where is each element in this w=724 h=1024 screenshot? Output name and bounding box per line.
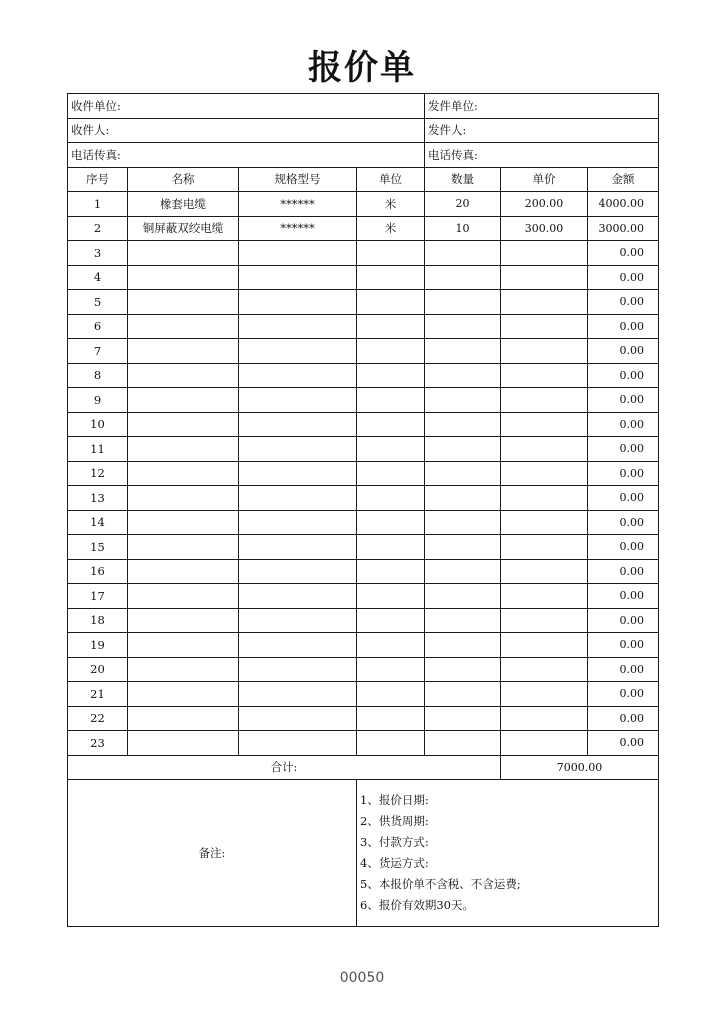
table-row [68, 559, 659, 584]
cell-price[interactable]: 200.00 [501, 192, 588, 217]
table-row [68, 388, 659, 413]
cell-name[interactable] [128, 314, 239, 339]
sender-field[interactable]: 发件人: [425, 118, 659, 143]
cell-price[interactable] [501, 510, 588, 535]
sender-unit-field[interactable]: 发件单位: [425, 94, 659, 119]
cell-no[interactable]: 11 [68, 437, 128, 462]
cell-price[interactable] [501, 682, 588, 707]
cell-amount[interactable]: 0.00 [588, 706, 659, 731]
note-line: 1、报价日期: [360, 793, 429, 807]
cell-qty[interactable] [425, 731, 501, 756]
cell-qty[interactable] [425, 608, 501, 633]
cell-price[interactable] [501, 290, 588, 315]
cell-amount[interactable]: 0.00 [588, 461, 659, 486]
cell-no[interactable]: 15 [68, 535, 128, 560]
cell-unit[interactable] [357, 241, 425, 266]
cell-spec[interactable] [239, 486, 357, 511]
cell-price[interactable] [501, 363, 588, 388]
cell-name[interactable]: 铜屏蔽双绞电缆 [128, 216, 239, 241]
cell-spec[interactable] [239, 241, 357, 266]
cell-unit[interactable] [357, 682, 425, 707]
cell-qty[interactable] [425, 510, 501, 535]
cell-price[interactable] [501, 657, 588, 682]
table-row [68, 584, 659, 609]
cell-name[interactable] [128, 388, 239, 413]
cell-no[interactable]: 19 [68, 633, 128, 658]
cell-qty[interactable] [425, 559, 501, 584]
total-row [68, 755, 659, 780]
cell-amount[interactable]: 0.00 [588, 363, 659, 388]
cell-name[interactable] [128, 633, 239, 658]
cell-unit[interactable] [357, 486, 425, 511]
note-line: 4、货运方式: [360, 856, 429, 870]
cell-price[interactable] [501, 388, 588, 413]
info-row-person [68, 118, 659, 143]
cell-spec[interactable] [239, 535, 357, 560]
cell-no[interactable]: 1 [68, 192, 128, 217]
cell-qty[interactable] [425, 388, 501, 413]
cell-qty[interactable] [425, 290, 501, 315]
table-row [68, 486, 659, 511]
table-row [68, 192, 659, 217]
cell-unit[interactable] [357, 461, 425, 486]
cell-unit[interactable]: 米 [357, 216, 425, 241]
cell-spec[interactable] [239, 559, 357, 584]
table-row [68, 241, 659, 266]
cell-amount[interactable]: 0.00 [588, 535, 659, 560]
cell-spec[interactable]: ****** [239, 192, 357, 217]
cell-spec[interactable] [239, 608, 357, 633]
cell-no[interactable]: 10 [68, 412, 128, 437]
col-header-spec: 规格型号 [239, 167, 357, 192]
cell-spec[interactable] [239, 437, 357, 462]
cell-price[interactable] [501, 314, 588, 339]
cell-no[interactable]: 3 [68, 241, 128, 266]
note-line: 5、本报价单不含税、不含运费; [360, 877, 521, 891]
cell-amount[interactable]: 4000.00 [588, 192, 659, 217]
cell-no[interactable]: 13 [68, 486, 128, 511]
cell-qty[interactable] [425, 339, 501, 364]
cell-price[interactable] [501, 486, 588, 511]
col-header-amount: 金额 [588, 167, 659, 192]
cell-spec[interactable]: ****** [239, 216, 357, 241]
note-line: 2、供货周期: [360, 814, 429, 828]
cell-price[interactable] [501, 633, 588, 658]
cell-name[interactable] [128, 510, 239, 535]
cell-unit[interactable] [357, 559, 425, 584]
cell-no[interactable]: 7 [68, 339, 128, 364]
cell-price[interactable] [501, 731, 588, 756]
cell-price[interactable] [501, 461, 588, 486]
cell-unit[interactable] [357, 608, 425, 633]
cell-name[interactable] [128, 363, 239, 388]
cell-price[interactable] [501, 608, 588, 633]
cell-no[interactable]: 20 [68, 657, 128, 682]
cell-name[interactable]: 橡套电缆 [128, 192, 239, 217]
notes-label: 备注: [68, 780, 357, 927]
cell-amount[interactable]: 0.00 [588, 486, 659, 511]
cell-amount[interactable]: 0.00 [588, 657, 659, 682]
cell-qty[interactable] [425, 584, 501, 609]
cell-no[interactable]: 14 [68, 510, 128, 535]
total-value: 7000.00 [501, 755, 659, 780]
col-header-qty: 数量 [425, 167, 501, 192]
cell-price[interactable] [501, 339, 588, 364]
cell-qty[interactable] [425, 682, 501, 707]
cell-price[interactable] [501, 706, 588, 731]
note-line: 3、付款方式: [360, 835, 429, 849]
cell-no[interactable]: 22 [68, 706, 128, 731]
cell-no[interactable]: 8 [68, 363, 128, 388]
page-number: 00050 [339, 970, 385, 986]
table-row [68, 510, 659, 535]
cell-no[interactable]: 6 [68, 314, 128, 339]
cell-price[interactable]: 300.00 [501, 216, 588, 241]
cell-qty[interactable] [425, 461, 501, 486]
cell-spec[interactable] [239, 363, 357, 388]
cell-no[interactable]: 9 [68, 388, 128, 413]
cell-qty[interactable] [425, 706, 501, 731]
cell-name[interactable] [128, 559, 239, 584]
cell-spec[interactable] [239, 388, 357, 413]
document-title: 报价单 [308, 48, 416, 88]
cell-qty[interactable] [425, 657, 501, 682]
cell-price[interactable] [501, 535, 588, 560]
cell-name[interactable] [128, 437, 239, 462]
cell-name[interactable] [128, 584, 239, 609]
note-line: 6、报价有效期30天。 [360, 898, 474, 912]
cell-spec[interactable] [239, 584, 357, 609]
col-header-name: 名称 [128, 167, 239, 192]
cell-unit[interactable]: 米 [357, 192, 425, 217]
table-row [68, 314, 659, 339]
cell-unit[interactable] [357, 363, 425, 388]
cell-price[interactable] [501, 241, 588, 266]
table-row [68, 461, 659, 486]
cell-amount[interactable]: 0.00 [588, 510, 659, 535]
table-row [68, 290, 659, 315]
cell-spec[interactable] [239, 731, 357, 756]
cell-spec[interactable] [239, 461, 357, 486]
cell-name[interactable] [128, 412, 239, 437]
cell-spec[interactable] [239, 314, 357, 339]
notes-content[interactable] [357, 780, 659, 927]
cell-spec[interactable] [239, 290, 357, 315]
cell-price[interactable] [501, 437, 588, 462]
col-header-unit: 单位 [357, 167, 425, 192]
cell-unit[interactable] [357, 657, 425, 682]
cell-qty[interactable] [425, 437, 501, 462]
notes-row [68, 780, 659, 927]
cell-qty[interactable] [425, 633, 501, 658]
table-row [68, 633, 659, 658]
receiver-field[interactable]: 收件人: [68, 118, 425, 143]
cell-name[interactable] [128, 682, 239, 707]
cell-no[interactable]: 12 [68, 461, 128, 486]
cell-no[interactable]: 18 [68, 608, 128, 633]
cell-amount[interactable]: 0.00 [588, 314, 659, 339]
cell-name[interactable] [128, 241, 239, 266]
table-row [68, 682, 659, 707]
cell-no[interactable]: 5 [68, 290, 128, 315]
cell-qty[interactable]: 20 [425, 192, 501, 217]
cell-name[interactable] [128, 657, 239, 682]
cell-unit[interactable] [357, 412, 425, 437]
cell-qty[interactable] [425, 241, 501, 266]
cell-qty[interactable] [425, 363, 501, 388]
cell-unit[interactable] [357, 265, 425, 290]
receiver-phone-field[interactable]: 电话传真: [68, 143, 425, 168]
cell-name[interactable] [128, 339, 239, 364]
cell-qty[interactable] [425, 412, 501, 437]
col-header-price: 单价 [501, 167, 588, 192]
table-row [68, 265, 659, 290]
cell-spec[interactable] [239, 657, 357, 682]
cell-amount[interactable]: 0.00 [588, 682, 659, 707]
cell-unit[interactable] [357, 339, 425, 364]
cell-no[interactable]: 23 [68, 731, 128, 756]
cell-spec[interactable] [239, 339, 357, 364]
cell-spec[interactable] [239, 633, 357, 658]
cell-name[interactable] [128, 290, 239, 315]
cell-no[interactable]: 16 [68, 559, 128, 584]
cell-name[interactable] [128, 486, 239, 511]
table-row [68, 437, 659, 462]
cell-unit[interactable] [357, 535, 425, 560]
cell-no[interactable]: 17 [68, 584, 128, 609]
total-label: 合计: [68, 755, 501, 780]
cell-price[interactable] [501, 584, 588, 609]
quotation-table [67, 93, 659, 927]
cell-amount[interactable]: 0.00 [588, 731, 659, 756]
table-row [68, 363, 659, 388]
cell-price[interactable] [501, 265, 588, 290]
info-row-phone [68, 143, 659, 168]
cell-unit[interactable] [357, 290, 425, 315]
table-row [68, 216, 659, 241]
cell-qty[interactable] [425, 265, 501, 290]
cell-amount[interactable]: 0.00 [588, 412, 659, 437]
cell-amount[interactable]: 0.00 [588, 290, 659, 315]
cell-name[interactable] [128, 535, 239, 560]
cell-unit[interactable] [357, 314, 425, 339]
sender-phone-field[interactable]: 电话传真: [425, 143, 659, 168]
cell-price[interactable] [501, 412, 588, 437]
table-row [68, 535, 659, 560]
cell-amount[interactable]: 0.00 [588, 608, 659, 633]
cell-spec[interactable] [239, 510, 357, 535]
cell-unit[interactable] [357, 706, 425, 731]
header-row [68, 167, 659, 192]
cell-qty[interactable] [425, 486, 501, 511]
cell-unit[interactable] [357, 633, 425, 658]
table-row [68, 657, 659, 682]
cell-amount[interactable]: 3000.00 [588, 216, 659, 241]
cell-amount[interactable]: 0.00 [588, 633, 659, 658]
cell-name[interactable] [128, 706, 239, 731]
table-row [68, 339, 659, 364]
cell-spec[interactable] [239, 412, 357, 437]
cell-spec[interactable] [239, 706, 357, 731]
cell-amount[interactable]: 0.00 [588, 584, 659, 609]
cell-amount[interactable]: 0.00 [588, 265, 659, 290]
cell-qty[interactable] [425, 314, 501, 339]
cell-price[interactable] [501, 559, 588, 584]
cell-unit[interactable] [357, 437, 425, 462]
cell-name[interactable] [128, 461, 239, 486]
cell-unit[interactable] [357, 584, 425, 609]
cell-unit[interactable] [357, 510, 425, 535]
col-header-no: 序号 [68, 167, 128, 192]
cell-name[interactable] [128, 265, 239, 290]
cell-name[interactable] [128, 608, 239, 633]
cell-spec[interactable] [239, 265, 357, 290]
cell-no[interactable]: 21 [68, 682, 128, 707]
cell-amount[interactable]: 0.00 [588, 388, 659, 413]
cell-amount[interactable]: 0.00 [588, 241, 659, 266]
info-row-unit [68, 94, 659, 119]
cell-amount[interactable]: 0.00 [588, 339, 659, 364]
cell-name[interactable] [128, 731, 239, 756]
cell-amount[interactable]: 0.00 [588, 437, 659, 462]
cell-no[interactable]: 4 [68, 265, 128, 290]
table-row [68, 731, 659, 756]
table-row [68, 608, 659, 633]
table-row [68, 412, 659, 437]
cell-no[interactable]: 2 [68, 216, 128, 241]
table-row [68, 706, 659, 731]
cell-amount[interactable]: 0.00 [588, 559, 659, 584]
cell-unit[interactable] [357, 388, 425, 413]
receiver-unit-field[interactable]: 收件单位: [68, 94, 425, 119]
cell-unit[interactable] [357, 731, 425, 756]
cell-spec[interactable] [239, 682, 357, 707]
cell-qty[interactable] [425, 535, 501, 560]
cell-qty[interactable]: 10 [425, 216, 501, 241]
